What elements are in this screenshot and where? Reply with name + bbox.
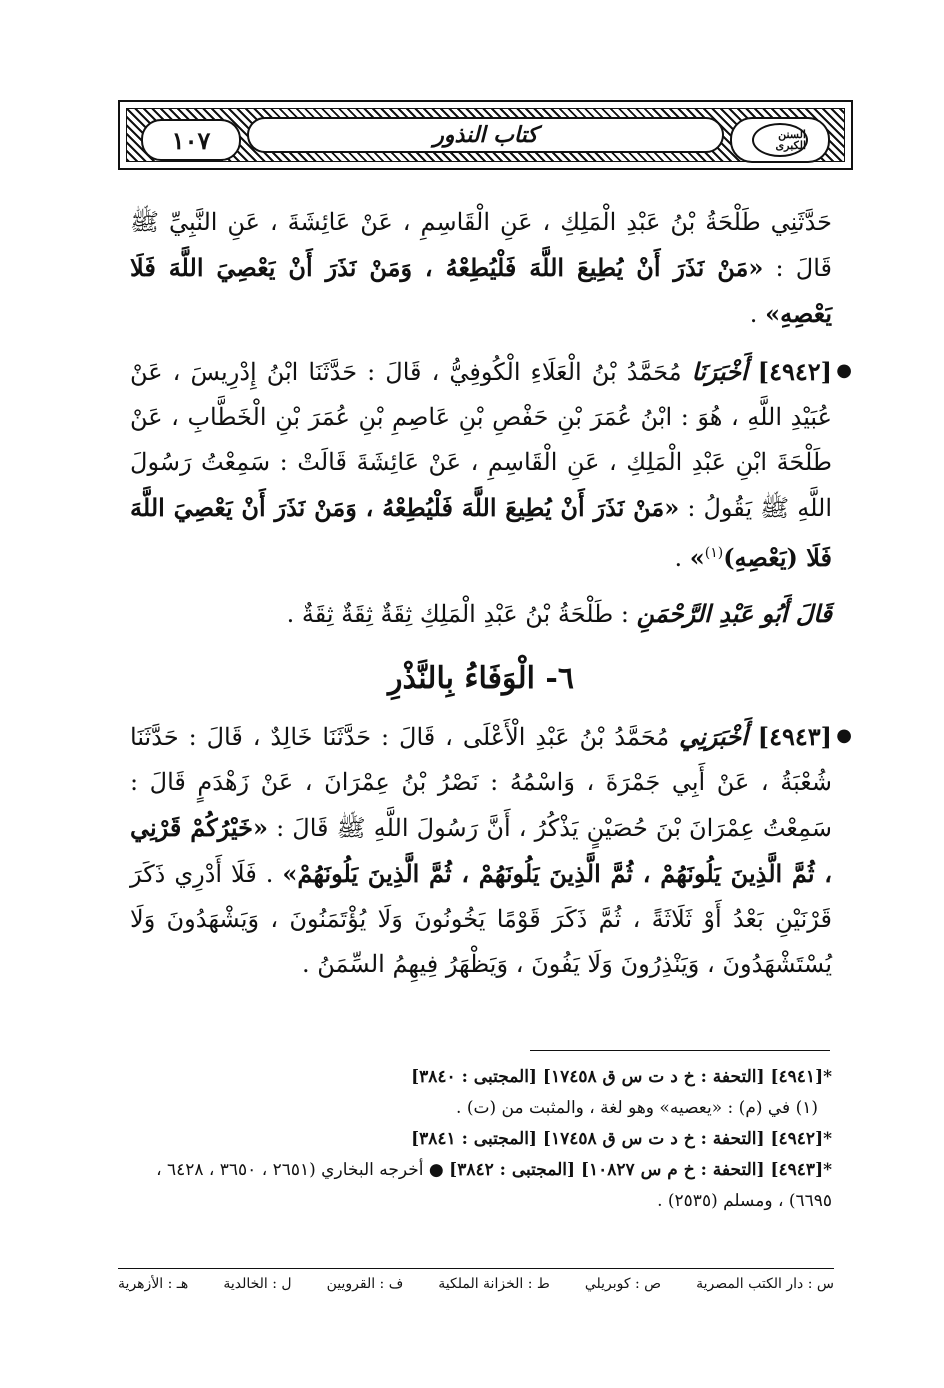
note-speaker: قَالَ أَبُو عَبْدِ الرَّحْمَنِ <box>636 599 832 628</box>
hadith-number: [٤٩٤٢] <box>757 357 832 386</box>
manuscript-legend <box>118 1276 834 1292</box>
footnote-text-2: أخرجه البخاري (٢٦٥١ ، ٣٦٥٠ ، ٦٤٢٨ ، ٦٦٩٥) ، ومسلم (٢٥٣٥) . <box>156 1160 832 1211</box>
bullet-icon: ● <box>428 1160 444 1180</box>
legend-item: ط : الخزانة الملكية <box>438 1276 550 1292</box>
chapter-title: كتاب النذور <box>433 122 538 148</box>
bullet-icon: ● <box>836 725 852 746</box>
hadith-4942 <box>130 349 852 581</box>
hadith-number: [٤٩٤٣] <box>757 722 832 751</box>
hadith-4942-text: مُحَمَّدُ بْنُ الْعَلَاءِ الْكُوفِيُّ ، قَالَ : حَدَّثَنَا ابْنُ إِدْرِيسَ ، عَنْ عُبَيْدِ اللَّهِ ، هُوَ : ابْنُ عُمَرَ بْنِ حَفْصِ بْنِ عَاصِمِ بْنِ عُمَرَ بْنِ الْخَطَّابِ ، عَنْ طَلْحَةَ ابْنِ عَبْدِ الْمَلِكِ ، عَنِ الْقَاسِمِ ، عَنْ عَائِشَةَ قَالَتْ : سَمِعْتُ رَسُولَ اللَّهِ ﷺ يَقُولُ : <box>130 358 833 522</box>
page-header <box>118 100 853 170</box>
hadith-4941-end: . <box>749 300 766 328</box>
quote-close: » <box>689 543 705 572</box>
hadith-4942-end: . <box>674 544 690 572</box>
footnote-4943 <box>120 1155 832 1217</box>
legend-item: س : دار الكتب المصرية <box>696 1276 834 1292</box>
hadith-4941-continuation <box>130 200 832 337</box>
star-icon: * <box>823 1160 832 1180</box>
nasai-note <box>130 591 832 637</box>
footnote-marker: (١) <box>704 545 724 561</box>
footnotes <box>120 1062 832 1217</box>
star-icon: * <box>823 1067 832 1087</box>
hadith-verb: أَخْبَرَنَا <box>691 357 748 386</box>
hadith-4943 <box>130 714 852 987</box>
footnote-4942 <box>120 1124 832 1155</box>
legend-item: ص : كوبريلي <box>584 1276 662 1292</box>
hadith-4943-quote: «خَيْرُكُمْ قَرْنِي ، ثُمَّ الَّذِينَ يَلُونَهُمْ ، ثُمَّ الَّذِينَ يَلُونَهُمْ ، ثُمَّ الَّذِينَ يَلُونَهُمْ» <box>130 813 832 888</box>
hadith-4942-quote: «مَنْ نَذَرَ أَنْ يُطِيعَ اللَّهَ فَلْيُطِعْهُ ، وَمَنْ نَذَرَ أَنْ يَعْصِيَ اللَّهَ فَلَا (يَعْصِهِ) <box>130 493 832 572</box>
footnote-text: [٤٩٤٣] [التحفة : خ م س ١٠٨٢٧] [المجتبى : ٣٨٤٢] <box>449 1160 824 1180</box>
hadith-4941-quote: «مَنْ نَذَرَ أَنْ يُطِيعَ اللَّهَ فَلْيُطِعْهُ ، وَمَنْ نَذَرَ أَنْ يَعْصِيَ اللَّهَ فَلَا يَعْصِهِ» <box>130 253 832 328</box>
page-number: ١٠٧ <box>141 119 241 161</box>
main-text <box>130 200 852 987</box>
header-ornament-border <box>126 108 845 162</box>
section-heading: ٦- الْوَفَاءُ بِالنَّذْرِ <box>388 661 574 696</box>
bullet-icon: ● <box>836 360 852 381</box>
footnote-1: (١) في (م) : «يعصيه» وهو لغة ، والمثبت من (ت) . <box>456 1098 818 1118</box>
footnote-text: [٤٩٤٢] [التحفة : خ د ت س ق ١٧٤٥٨] [المجتبى : ٣٨٤١] <box>411 1129 824 1149</box>
hadith-4943-text-2: . فَلَا أَدْرِي ذَكَرَ قَرْنَيْنِ بَعْدُ أَوْ ثَلَاثَةً ، ثُمَّ ذَكَرَ قَوْمًا يَخُونُونَ وَلَا يُؤْتَمَنُونَ ، وَيَشْهَدُونَ وَلَا يُسْتَشْهَدُونَ ، وَيَنْذِرُونَ وَلَا يَفُونَ ، وَيَظْهَرُ فِيهِمُ السِّمَنُ . <box>130 860 833 978</box>
hadith-4942-body <box>130 349 832 581</box>
footnote-text: [٤٩٤١] [التحفة : خ د ت س ق ١٧٤٥٨] [المجتبى : ٣٨٤٠] <box>411 1067 824 1087</box>
legend-item: هـ : الأزهرية <box>118 1276 189 1292</box>
legend-item: ل : الخالدية <box>223 1276 292 1292</box>
note-text: : طَلْحَةُ بْنُ عَبْدِ الْمَلِكِ ثِقَةٌ ثِقَةٌ ثِقَةٌ . <box>286 600 637 628</box>
hadith-4943-body <box>130 714 832 987</box>
book-emblem <box>730 117 830 163</box>
legend-divider <box>118 1268 834 1269</box>
legend-item: ف : القرويين <box>326 1276 404 1292</box>
header-title-band <box>247 117 724 153</box>
emblem-text: السنن الكبرى <box>752 123 808 157</box>
footnote-divider <box>530 1050 830 1051</box>
footnote-4941 <box>120 1062 832 1093</box>
hadith-4943-text: مُحَمَّدُ بْنُ عَبْدِ الْأَعْلَى ، قَالَ : حَدَّثَنَا خَالِدٌ ، قَالَ : حَدَّثَنَا شُعْبَةُ ، عَنْ أَبِي جَمْرَةَ ، وَاسْمُهُ : نَصْرُ بْنُ عِمْرَانَ ، عَنْ زَهْدَمٍ قَالَ : سَمِعْتُ عِمْرَانَ بْنَ حُصَيْنٍ يَذْكُرُ ، أَنَّ رَسُولَ اللَّهِ ﷺ قَالَ : <box>130 723 832 842</box>
hadith-4941-text: حَدَّثَنِي طَلْحَةُ بْنُ عَبْدِ الْمَلِكِ ، عَنِ الْقَاسِمِ ، عَنْ عَائِشَةَ ، عَنِ النَّبِيِّ ﷺ قَالَ : <box>130 208 832 282</box>
star-icon: * <box>823 1129 832 1149</box>
hadith-verb: أَخْبَرَنِي <box>679 722 748 751</box>
